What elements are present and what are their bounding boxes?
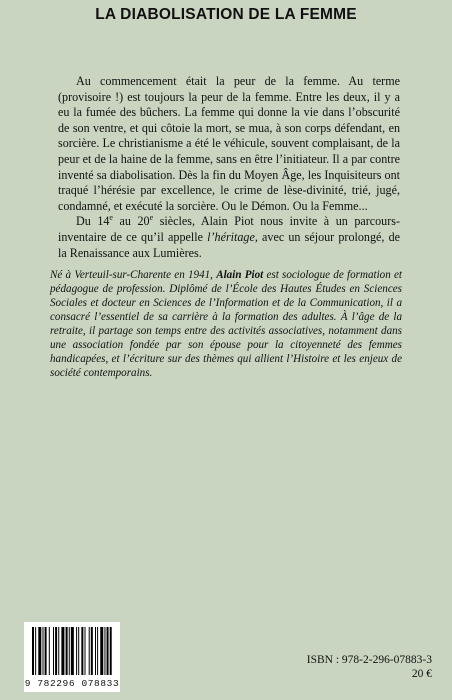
price: 20 €: [411, 668, 432, 680]
author-biography: Né à Verteuil-sur-Charente en 1941, Alain Piot est sociologue de formation et pédagogue de profession. Diplômé de l’École des Hautes Études en Sciences Sociales et docteur en Sciences de l’Information et de la Communication, il a consacré l’essentiel de sa carrière à la formation des adultes. À l’âge de la retraite, il partage son temps entre des activités associatives, notamment dans une association fondée par son épouse pour la citoyenneté des femmes handicapées, et l’écriture sur des thèmes qui allient l’Histoire et les enjeux de société contemporains.: [50, 269, 403, 379]
barcode-bars: [32, 627, 112, 677]
author-name: Alain Piot: [216, 269, 264, 281]
summary-paragraph-2: Du 14e au 20e siècles, Alain Piot nous invite à un parcours-inventaire de ce qu’il appelle l’héritage, avec un séjour prolongé, de la Renaissance aux Lumières.: [58, 213, 400, 260]
back-cover-summary: [58, 74, 400, 261]
isbn-price-block: [307, 653, 432, 681]
barcode: [24, 622, 120, 692]
summary-paragraph-1: Au commencement était la peur de la femme. Au terme (provisoire !) est toujours la peur de la femme. Entre les deux, il y a eu la fumée des bûchers. La femme qui donne la vie dans l’obscurité de son ventre, et qui côtoie la mort, se mua, à son corps défendant, en sorcière. Le christianisme a été le véhicule, souvent complaisant, de la peur et de la haine de la femme, sans en être l’initiateur. Il a par contre inventé sa diabolisation. Dès la fin du Moyen Âge, les Inquisiteurs ont traqué l’hérésie par excellence, le crime de lèse-divinité, trié, jugé, condamné, et exécuté la sorcière. Ou le Démon. Ou la Femme...: [58, 74, 400, 213]
isbn: ISBN : 978-2-296-07883-3: [306, 654, 432, 666]
book-title: LA DIABOLISATION DE LA FEMME: [95, 6, 357, 23]
barcode-number: 9 782296 078833: [24, 678, 120, 689]
